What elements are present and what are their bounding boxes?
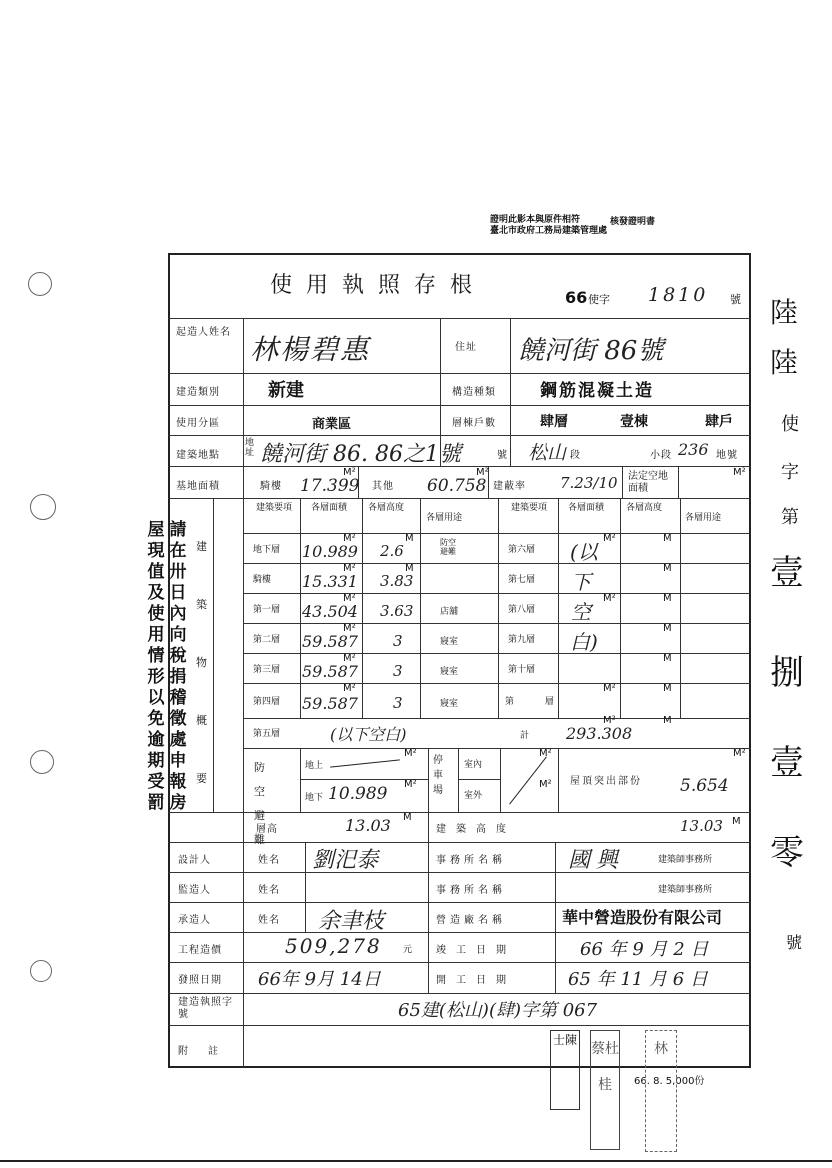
designer-name-label: 姓名: [258, 855, 280, 866]
start-date: 65 年 11 月 6 日: [568, 969, 708, 990]
unit-label: M²: [404, 779, 417, 790]
issue-label: 發照日期: [178, 975, 222, 986]
site-prefix: 地址: [245, 438, 255, 458]
company-name: 華中營造股份有限公司: [562, 908, 723, 927]
bottom-edge: [0, 1160, 832, 1162]
permit-year: 66: [565, 288, 588, 307]
story-height-value: 13.03: [345, 816, 391, 835]
stamp-line: 證明此影本與原件相符: [490, 215, 581, 225]
print-note: 66. 8. 5,000份: [634, 1076, 705, 1087]
header-area: 各層面積: [310, 503, 347, 513]
building-type-label: 建造類別: [176, 387, 220, 398]
office-suffix: 建築師事務所: [658, 855, 713, 865]
punch-hole: [30, 960, 52, 982]
header-height-2: 各層高度: [625, 503, 662, 513]
applicant-label: 起造人姓名: [176, 327, 231, 338]
approver-seal: 林: [645, 1030, 677, 1152]
open-space-label: 法定空地面積: [628, 471, 668, 494]
supervisor-office-label: 事務所名稱: [436, 885, 506, 896]
permit-number: 1810: [648, 284, 709, 306]
arcade-label: 騎樓: [260, 481, 282, 492]
office-label: 事務所名稱: [436, 855, 506, 866]
floors-units: 肆戶: [705, 414, 733, 430]
unit-label: M²: [733, 467, 746, 478]
complete-label: 竣工日期: [436, 945, 516, 956]
zone-value: 商業區: [312, 417, 352, 432]
shelter-label: 防空避難: [254, 761, 275, 846]
building-height-value: 13.03: [680, 817, 723, 835]
supervisor-suffix: 建築師事務所: [658, 885, 713, 895]
structure-value: 鋼筋混凝土造: [540, 381, 654, 401]
punch-hole: [30, 750, 54, 774]
area-label: 基地面積: [176, 481, 220, 492]
arcade-area: 17.399: [300, 476, 360, 496]
start-label: 開工日期: [436, 975, 516, 986]
header-item: 建築要項: [255, 503, 292, 513]
applicant-name: 林楊碧惠: [250, 333, 371, 366]
unit-label: M²: [539, 779, 552, 790]
unit-label: M²: [476, 467, 489, 478]
site-xiaoduan: 小段: [650, 450, 672, 461]
floors-label: 層棟戶數: [452, 418, 496, 429]
site-dihao: 地號: [716, 450, 738, 461]
permit-suffix: 號: [730, 293, 741, 306]
complete-date: 66 年 9 月 2 日: [580, 939, 709, 960]
office-name: 國興: [568, 848, 625, 873]
supervisor-label: 監造人: [178, 885, 211, 896]
basement-shelter-area: 10.989: [328, 784, 388, 804]
header-height: 各層高度: [367, 503, 404, 513]
designer-label: 設計人: [178, 855, 211, 866]
left-margin-notice-1: 請在卅日內向稅捐稽徵處申報房: [169, 520, 187, 813]
story-height-label: 層高: [256, 824, 278, 835]
building-type-value: 新建: [268, 380, 304, 401]
parking-label: 停車場: [433, 755, 443, 796]
structure-label: 構造種類: [452, 387, 496, 398]
designer-name: 劉汜泰: [312, 848, 379, 873]
roof-label: 屋頂突出部份: [570, 776, 642, 787]
inspector-seal: 士陳: [550, 1030, 580, 1110]
outdoor-label: 室外: [464, 791, 483, 801]
permit-prefix: 使字: [588, 293, 610, 306]
site-lot: 236: [678, 440, 709, 459]
cost-value: 509,278: [285, 934, 382, 958]
cost-yuan: 元: [403, 945, 413, 955]
official-seal: 蔡杜桂: [590, 1030, 620, 1150]
site-hao: 號: [497, 450, 508, 461]
issue-date: 66年 9月 14日: [258, 969, 381, 990]
roof-area: 5.654: [680, 776, 729, 796]
floors-storeys: 肆層: [540, 414, 568, 430]
header-item-2: 建築要項: [510, 503, 547, 513]
coverage-value: 7.23/10: [560, 474, 618, 492]
permit-no-value: 65建(松山)(肆)字第 067: [398, 1000, 598, 1021]
unit-label: M²: [343, 467, 356, 478]
stamp-line: 核發證明書: [610, 217, 656, 227]
other-area: 60.758: [427, 476, 487, 496]
unit-label: M²: [733, 748, 746, 759]
header-area-2: 各層面積: [567, 503, 604, 513]
contractor-name: 余聿枝: [318, 909, 385, 934]
zone-label: 使用分區: [176, 418, 220, 429]
unit-label: M²: [404, 748, 417, 759]
notes-label: 附註: [178, 1046, 238, 1057]
site-duan: 段: [570, 450, 581, 461]
header-use-2: 各層用途: [685, 513, 722, 523]
right-blank-note: (以下空白): [570, 540, 598, 654]
punch-hole: [28, 272, 52, 296]
supervisor-name-label: 姓名: [258, 885, 280, 896]
address-label: 住址: [455, 342, 477, 353]
other-label: 其他: [372, 481, 394, 492]
header-use: 各層用途: [426, 513, 463, 523]
contractor-label: 承造人: [178, 915, 211, 926]
company-label: 營造廠名稱: [436, 915, 506, 926]
contractor-name-label: 姓名: [258, 915, 280, 926]
total-area: 293.308: [566, 724, 633, 743]
page-title: 使用執照存根: [270, 273, 487, 298]
ground-label: 地上: [305, 761, 324, 771]
coverage-label: 建蔽率: [493, 481, 526, 492]
indoor-label: 室內: [464, 760, 483, 770]
site-address: 饒河街 86. 86之1號: [260, 442, 461, 467]
left-margin-notice-2: 屋現值及使用情形以免逾期受罰: [147, 520, 165, 813]
unit-label: M²: [539, 748, 552, 759]
site-district: 松山: [528, 442, 567, 464]
certification-stamp: [490, 215, 720, 236]
floors-buildings: 壹棟: [620, 414, 648, 430]
stamp-line: 臺北市政府工務局建築管理處: [490, 226, 608, 236]
site-label: 建築地點: [176, 450, 220, 461]
address-value: 饒河街 86號: [518, 336, 664, 366]
basement-label: 地下: [305, 793, 324, 803]
punch-hole: [30, 494, 56, 520]
summary-side-label: 建築物概要: [196, 540, 207, 785]
permit-no-label: 建造執照字號: [178, 997, 233, 1020]
cost-label: 工程造價: [178, 945, 222, 956]
building-height-label: 建築高度: [436, 824, 516, 835]
